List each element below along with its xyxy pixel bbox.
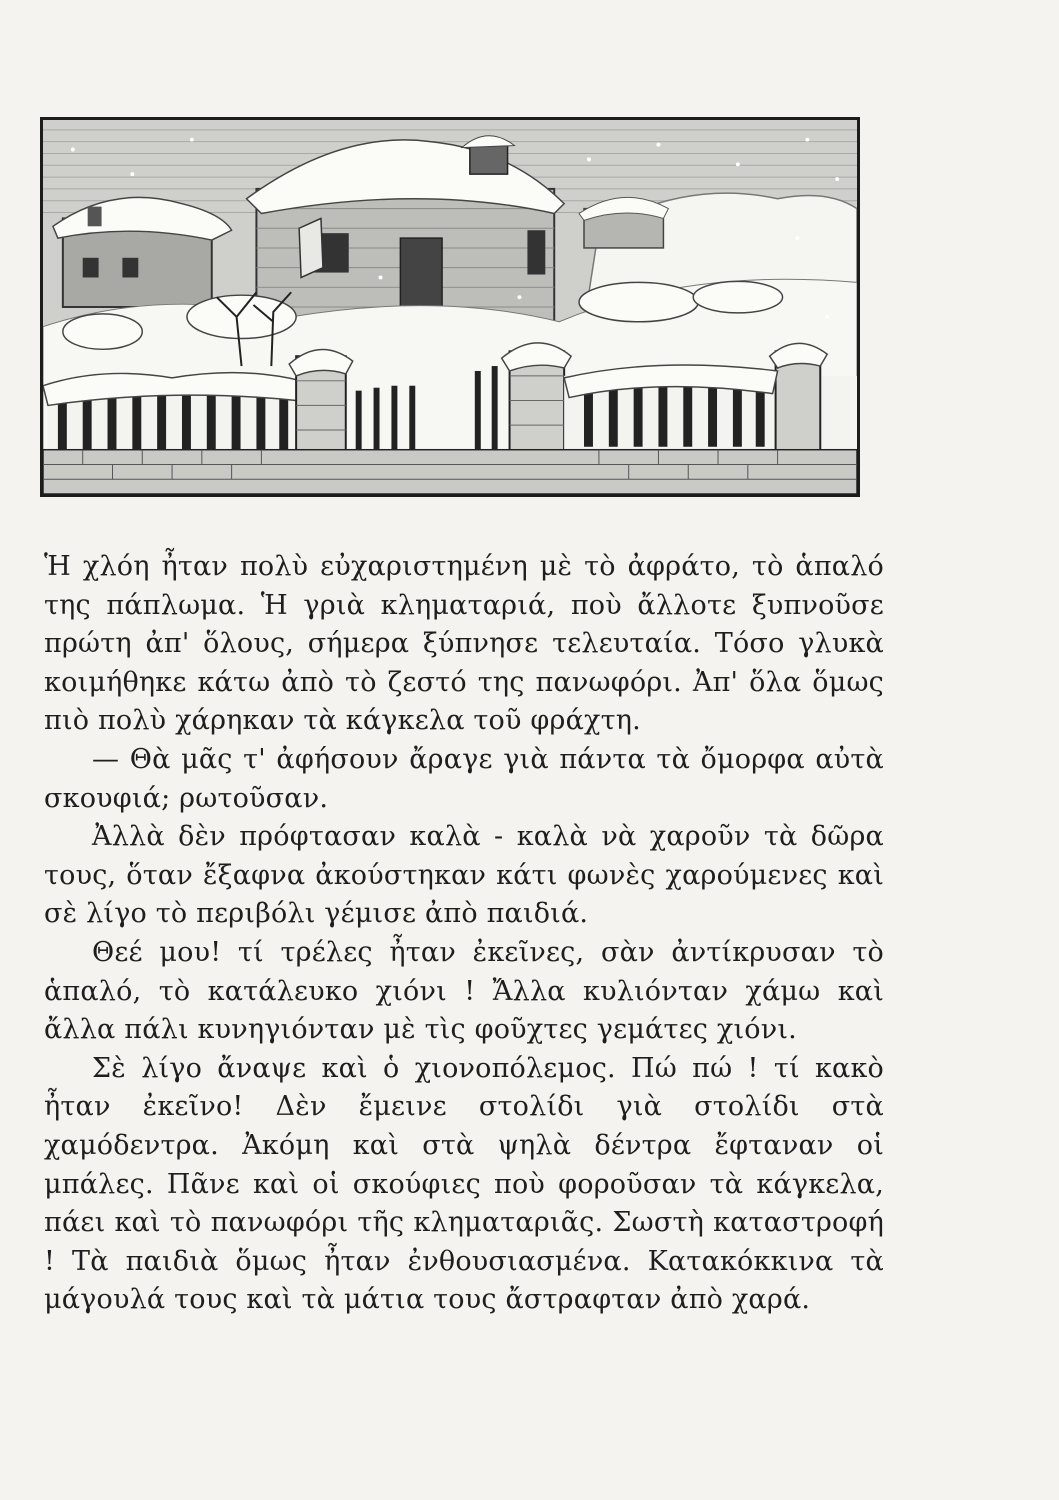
paragraph-1: Ἡ χλόη ἦταν πολὺ εὐχαριστημένη μὲ τὸ ἀφράτο, τὸ ἁπαλό της πάπλωμα. Ἡ γριὰ κληματαριά, ποὺ ἄλλοτε ξυπνοῦσε πρώτη ἀπ' ὅλους, σήμερα ξύπνησε τελευταία. Τόσο γλυκὰ κοιμήθηκε κάτω ἀπὸ τὸ ζεστό της πανωφόρι. Ἀπ' ὅλα ὅμως πιὸ πολὺ χάρηκαν τὰ κάγκελα τοῦ φράχτη. xyxy=(44,551,884,737)
illustration-artwork xyxy=(43,120,857,494)
story-text xyxy=(44,548,884,1320)
paragraph-3: Ἀλλὰ δὲν πρόφτασαν καλὰ - καλὰ νὰ χαροῦν τὰ δῶρα τους, ὅταν ἔξαφνα ἀκούστηκαν κάτι φωνὲς χαρούμενες καὶ σὲ λίγο τὸ περιβόλι γέμισε ἀπὸ παιδιά. xyxy=(44,821,884,930)
paragraph-2: — Θὰ μᾶς τ' ἀφήσουν ἄραγε γιὰ πάντα τὰ ὄμορφα αὐτὰ σκουφιά; ρωτοῦσαν. xyxy=(44,743,884,814)
paragraph-4: Θεέ μου! τί τρέλες ἦταν ἐκεῖνες, σὰν ἀντίκρυσαν τὸ ἁπαλό, τὸ κατάλευκο χιόνι ! Ἄλλα κυλιόνταν χάμω καὶ ἄλλα πάλι κυνηγιόνταν μὲ τὶς φοῦχτες γεμάτες χιόνι. xyxy=(44,936,884,1046)
snowy-village-illustration xyxy=(40,117,860,497)
paragraph-5: Σὲ λίγο ἄναψε καὶ ὁ χιονοπόλεμος. Πώ πώ ! τί κακὸ ἦταν ἐκεῖνο! Δὲν ἔμεινε στολίδι γιὰ στολίδι στὰ χαμόδεντρα. Ἀκόμη καὶ στὰ ψηλὰ δέντρα ἔφταναν οἱ μπάλες. Πᾶνε καὶ οἱ σκούφιες ποὺ φοροῦσαν τὰ κάγκελα, πάει καὶ τὸ πανωφόρι τῆς κληματαριᾶς. Σωστὴ καταστροφή ! Τὰ παιδιὰ ὅμως ἦταν ἐνθουσιασμένα. Κατακόκκινα τὰ μάγουλά τους καὶ τὰ μάτια τους ἄστραφταν ἀπὸ χαρά. xyxy=(44,1052,884,1316)
